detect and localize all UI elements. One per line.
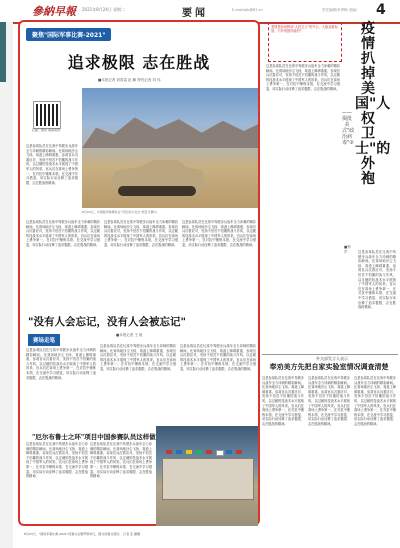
text-column: 这是参赛队员在比赛中驾驶步兵战车全力冲刺的精彩瞬间。比赛场地沙尘飞扬，赛道上障碍重重，参赛官兵沉着应对，发扬不怕苦不怕累的战斗作风，以过硬的技战术水平展现了中国军人的风采。官兵们在赛场上勇争第一，在对抗中锤炼本领，在交流中学习借鉴，用实际行动诠释了追求极限、志在胜战的精神。 — [308, 376, 350, 426]
text-column: 这是参赛队员在比赛中驾驶步兵战车全力冲刺的精彩瞬间。比赛场地沙尘飞扬，赛道上障碍重重，参赛官兵沉着应对，发扬不怕苦不怕累的战斗作风，以过硬的技战术水平展现了中国军人的风采。官兵们在赛场上勇争第一，在对抗中锤炼本领，在交流中学习借鉴，用实际行动诠释了追求极限、志在胜战的精神。 — [100, 344, 176, 371]
text-column: 这是参赛队员在比赛中驾驶步兵战车全力冲刺的精彩瞬间。比赛场地沙尘飞扬，赛道上障碍重重，参赛官兵沉着应对，发扬不怕苦不怕累的战斗作风，以过硬的技战术水平展现了中国军人的风采。官兵们在赛场上勇争第一，在对抗中锤炼本领，在交流中学习借鉴，用实际行动诠释了追求极限、志在胜战的精神。 — [358, 250, 396, 310]
sub-byline: ■本报记者 王 凯 — [116, 333, 143, 337]
vertical-byline: ■钟 声 — [344, 245, 351, 254]
text-column: 这是参赛队员在比赛中驾驶步兵战车全力冲刺的精彩瞬间。比赛场地沙尘飞扬，赛道上障碍重重，参赛官兵沉着应对，发扬不怕苦不怕累的战斗作风，以过硬的技战术水平展现了中国军人的风采。官兵们在赛场上勇争第一，在对抗中锤炼本领，在交流中学习借鉴，用实际行动诠释了追求极限、志在胜战的精神。 — [26, 144, 78, 185]
flag-icon — [196, 450, 202, 454]
text-column: 这是参赛队员在比赛中驾驶步兵战车全力冲刺的精彩瞬间。比赛场地沙尘飞扬，赛道上障碍重重，参赛官兵沉着应对，发扬不怕苦不怕累的战斗作风，以过硬的技战术水平展现了中国军人的风采。官兵们在赛场上勇争第一，在对抗中锤炼本领，在交流中学习借鉴，用实际行动诠释了追求极限、志在胜战的精神。 — [182, 220, 256, 247]
text-column: 这是参赛队员在比赛中驾驶步兵战车全力冲刺的精彩瞬间。比赛场地沙尘飞扬，赛道上障碍重重，参赛官兵沉着应对，发扬不怕苦不怕累的战斗作风，以过硬的技战术水平展现了中国军人的风采。官兵们在赛场上勇争第一，在对抗中锤炼本领，在交流中学习借鉴，用实际行动诠释了追求极限、志在胜战的精神。 — [104, 220, 178, 247]
editor-credit: 责任编辑/李秀梅 美编/ — [322, 8, 357, 12]
page-number: 4 — [376, 2, 386, 18]
issue-date: 2021年8月24日 星期二 — [82, 7, 126, 12]
editor-note-box: 美国是如何利用"人权卫士"的外衣，大搞双重标准，干涉别国内政的？ — [268, 22, 342, 62]
flag-icon — [226, 450, 232, 454]
divider — [262, 354, 398, 355]
sub-headline: "没有人会忘记，没有人会被忘记" — [28, 316, 186, 328]
article-headline: 追求极限 志在胜战 — [67, 53, 211, 72]
qr-code-icon[interactable] — [34, 102, 60, 128]
text-column: 这是参赛队员在比赛中驾驶步兵战车全力冲刺的精彩瞬间。比赛场地沙尘飞扬，赛道上障碍重重，参赛官兵沉着应对，发扬不怕苦不怕累的战斗作风，以过硬的技战术水平展现了中国军人的风采。官兵们在赛场上勇争第一，在对抗中锤炼本领，在交流中学习借鉴，用实际行动诠释了追求极限、志在胜战的精神。 — [262, 376, 304, 426]
text-column: 这是参赛队员在比赛中驾驶步兵战车全力冲刺的精彩瞬间。比赛场地沙尘飞扬，赛道上障碍重重，参赛官兵沉着应对，发扬不怕苦不怕累的战斗作风，以过硬的技战术水平展现了中国军人的风采。官兵们在赛场上勇争第一，在对抗中锤炼本领，在交流中学习借鉴，用实际行动诠释了追求极限、志在胜战的精神。 — [354, 376, 396, 426]
news-headline: 奉劝美方先把自家实验室情况调查清楚 — [269, 362, 389, 371]
left-margin-accent — [0, 22, 6, 82]
left-margin — [0, 22, 13, 548]
vertical-subtitle: ——揭批美式"政治病毒"③ — [342, 110, 355, 146]
text-column: 这是参赛队员在比赛中驾驶步兵战车全力冲刺的精彩瞬间。比赛场地沙尘飞扬，赛道上障碍重重，参赛官兵沉着应对，发扬不怕苦不怕累的战斗作风，以过硬的技战术水平展现了中国军人的风采。官兵们在赛场上勇争第一，在对抗中锤炼本领，在交流中学习借鉴，用实际行动诠释了追求极限、志在胜战的精神。 — [26, 220, 100, 247]
flag-icon — [236, 450, 242, 454]
vehicle-tracks — [118, 186, 196, 196]
flag-icon — [216, 450, 224, 456]
stage-shape — [162, 458, 254, 500]
section-name: 要闻 — [182, 8, 208, 19]
text-column: 这是参赛队员在比赛中驾驶步兵战车全力冲刺的精彩瞬间。比赛场地沙尘飞扬，赛道上障碍重重，参赛官兵沉着应对，发扬不怕苦不怕累的战斗作风，以过硬的技战术水平展现了中国军人的风采。官兵们在赛场上勇争第一，在对抗中锤炼本领，在交流中学习借鉴，用实际行动诠释了追求极限、志在胜战的精神。 — [266, 64, 340, 91]
text-column: 这是参赛队员在比赛中驾驶步兵战车全力冲刺的精彩瞬间。比赛场地沙尘飞扬，赛道上障碍重重，参赛官兵沉着应对，发扬不怕苦不怕累的战斗作风，以过硬的技战术水平展现了中国军人的风采。官兵们在赛场上勇争第一，在对抗中锤炼本领，在交流中学习借鉴，用实际行动诠释了追求极限、志在胜战的精神。 — [180, 344, 256, 371]
topic-tag: 聚焦"国际军事比赛-2021" — [26, 28, 111, 41]
vertical-headline: 疫情扒掉美国"人权卫士"的外袍 — [355, 21, 391, 187]
article-byline: ■本报记者 刘春雷 赵 鹏 特约记者 刘 伟 — [98, 78, 161, 82]
masthead-logo: 參納早報 — [32, 5, 76, 18]
bottom-caption: 8月23日，"国际军事比赛-2021"闭幕式在俄罗斯举行，图为闭幕式现场。 记者 张 鹏摄 — [24, 532, 141, 536]
editor-email: E-mail:bjb@81.cn — [232, 8, 263, 12]
qr-caption: 扫描二维码 观看视频 — [32, 128, 60, 132]
flag-icon — [176, 450, 182, 454]
photo-caption: 8月22日，中国陆军参赛队在"苏沃洛夫突击"项目比赛中。 — [82, 210, 160, 214]
third-headline: "厄尔布鲁士之环"项目中国参赛队员这样做 — [32, 433, 156, 441]
news-kicker: 外交部发言人表示 — [316, 356, 348, 361]
text-column: 这是参赛队员在比赛中驾驶步兵战车全力冲刺的精彩瞬间。比赛场地沙尘飞扬，赛道上障碍重重，参赛官兵沉着应对，发扬不怕苦不怕累的战斗作风，以过硬的技战术水平展现了中国军人的风采。官兵们在赛场上勇争第一，在对抗中锤炼本领，在交流中学习借鉴，用实际行动诠释了追求极限、志在胜战的精神。 — [26, 348, 96, 380]
feature-article-box[interactable] — [18, 20, 260, 536]
column-tag: 赛场走笔 — [28, 334, 60, 346]
text-column: 这是参赛队员在比赛中驾驶步兵战车全力冲刺的精彩瞬间。比赛场地沙尘飞扬，赛道上障碍重重，参赛官兵沉着应对，发扬不怕苦不怕累的战斗作风，以过硬的技战术水平展现了中国军人的风采。官兵们在赛场上勇争第一，在对抗中锤炼本领，在交流中学习借鉴，用实际行动诠释了追求极限、志在胜战的精神。 — [90, 442, 152, 479]
text-column: 这是参赛队员在比赛中驾驶步兵战车全力冲刺的精彩瞬间。比赛场地沙尘飞扬，赛道上障碍重重，参赛官兵沉着应对，发扬不怕苦不怕累的战斗作风，以过硬的技战术水平展现了中国军人的风采。官兵们在赛场上勇争第一，在对抗中锤炼本领，在交流中学习借鉴，用实际行动诠释了追求极限、志在胜战的精神。 — [26, 442, 88, 479]
flag-icon — [206, 450, 212, 454]
flag-icon — [186, 450, 192, 454]
flag-icon — [166, 450, 172, 454]
